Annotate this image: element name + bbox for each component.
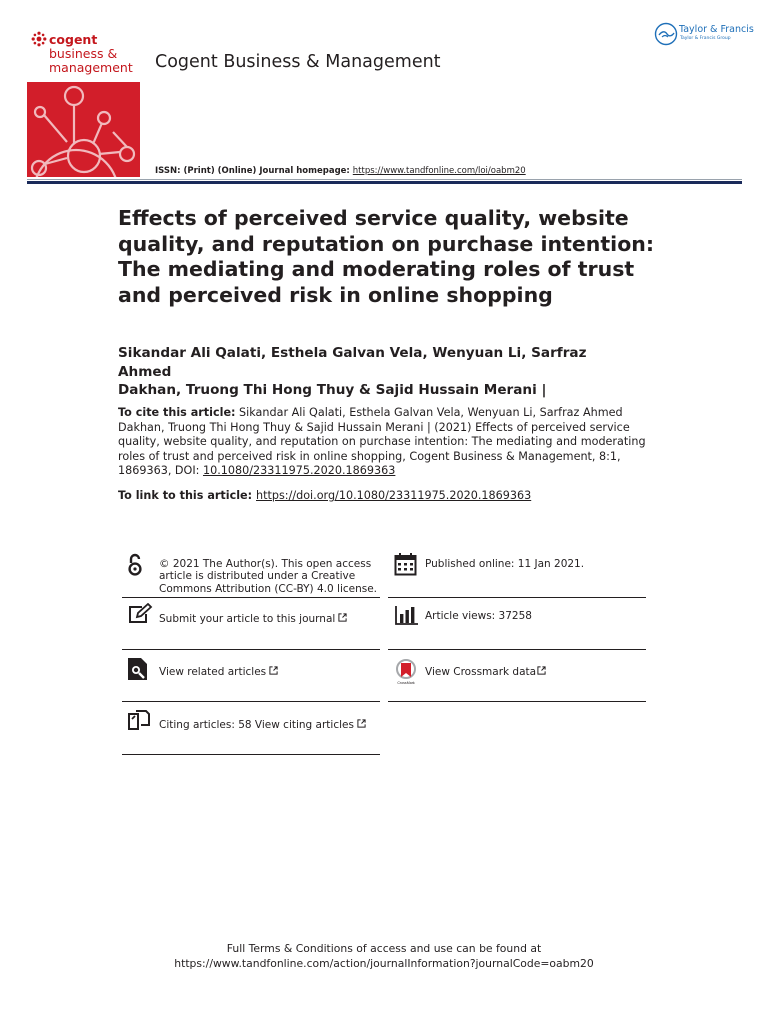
citing-documents-icon — [127, 709, 151, 733]
crossmark-badge-text: CrossMark — [397, 681, 415, 685]
cite-text: Sikandar Ali Qalati, Esthela Galvan Vela, Wenyuan Li, Sarfraz Ahmed Dakhan, Truong Thi Hong Thuy & Sajid Hussain Merani | (2021) Effects of perceived service quality, website quality, and reputation on purchase intention: The mediating and moderating roles of trust and perceived risk in online shopping, Cogent Business & Management, 8:1, 1869363, DOI: — [118, 406, 646, 477]
taylor-francis-logo-icon — [654, 22, 678, 46]
footer-line-1: Full Terms & Conditions of access and use can be found at — [226, 942, 542, 955]
crossmark-link[interactable]: View Crossmark data — [425, 666, 537, 678]
author-list — [118, 344, 638, 400]
header-rule-thick — [27, 181, 742, 184]
logo-line-3: management — [49, 60, 133, 75]
edit-document-icon — [127, 603, 153, 625]
footer-terms-link[interactable]: https://www.tandfonline.com/action/journalInformation?journalCode=oabm20 — [174, 957, 594, 970]
related-articles-cell[interactable] — [122, 651, 380, 701]
submit-article-cell[interactable] — [122, 600, 380, 648]
citation — [118, 406, 658, 479]
terms-footer — [0, 941, 768, 971]
grid-divider — [388, 597, 646, 598]
bar-chart-icon — [395, 605, 419, 625]
issn-line — [155, 166, 526, 176]
header-rule-thin — [27, 179, 742, 180]
journal-title: Cogent Business & Management — [155, 52, 441, 72]
cite-label: To cite this article: — [118, 406, 236, 419]
grid-divider — [122, 649, 380, 650]
external-link-icon — [537, 666, 546, 675]
publisher-name: Taylor & Francis — [679, 24, 754, 35]
external-link-icon — [269, 666, 278, 675]
article-views: Article views: 37258 — [425, 610, 532, 622]
crossmark-cell[interactable] — [388, 651, 646, 701]
cogent-star-icon — [31, 31, 47, 47]
external-link-icon — [338, 613, 347, 622]
link-label: To link to this article: — [118, 489, 256, 502]
authors-line-1: Sikandar Ali Qalati, Esthela Galvan Vela, Wenyuan Li, Sarfraz Ahmed — [118, 345, 587, 380]
related-articles-link[interactable]: View related articles — [159, 666, 267, 678]
logo-line-2: business & — [49, 46, 118, 61]
publisher-subname: Taylor & Francis Group — [680, 36, 731, 41]
license-line-3: Commons Attribution (CC-BY) 4.0 license. — [159, 582, 378, 595]
license-cell — [122, 550, 380, 598]
license-line-2: article is distributed under a Creative — [159, 570, 356, 583]
article-views-cell — [388, 600, 646, 648]
doi-link[interactable]: 10.1080/23311975.2020.1869363 — [202, 464, 396, 477]
grid-divider — [122, 754, 380, 755]
authors-line-2: Dakhan, Truong Thi Hong Thuy & Sajid Hussain Merani | — [118, 382, 547, 398]
citing-articles-link[interactable]: Citing articles: 58 View citing articles — [159, 719, 354, 731]
article-url-link[interactable]: https://doi.org/10.1080/23311975.2020.1869363 — [256, 489, 532, 502]
search-document-icon — [127, 657, 149, 681]
grid-divider — [388, 701, 646, 702]
issn-label: ISSN: (Print) (Online) Journal homepage: — [155, 166, 353, 176]
citing-articles-cell[interactable] — [122, 703, 380, 753]
published-date: Published online: 11 Jan 2021. — [425, 558, 585, 570]
article-title: Effects of perceived service quality, website quality, and reputation on purchase intention: The mediating and moderating roles of trust and perceived risk in online shopping — [118, 206, 655, 307]
open-access-icon — [128, 553, 142, 577]
published-cell — [388, 550, 646, 596]
grid-divider — [122, 597, 380, 598]
grid-divider — [122, 701, 380, 702]
calendar-icon — [394, 552, 417, 576]
journal-homepage-link[interactable]: https://www.tandfonline.com/loi/oabm20 — [352, 166, 526, 176]
license-line-1: © 2021 The Author(s). This open access — [159, 558, 372, 570]
logo-line-1: cogent — [49, 32, 98, 47]
grid-divider — [388, 649, 646, 650]
submit-article-link[interactable]: Submit your article to this journal — [159, 613, 336, 625]
journal-cover-image — [27, 82, 140, 177]
article-link-line — [118, 489, 678, 502]
external-link-icon — [357, 719, 366, 728]
journal-logo — [49, 33, 133, 75]
crossmark-icon — [395, 659, 419, 685]
